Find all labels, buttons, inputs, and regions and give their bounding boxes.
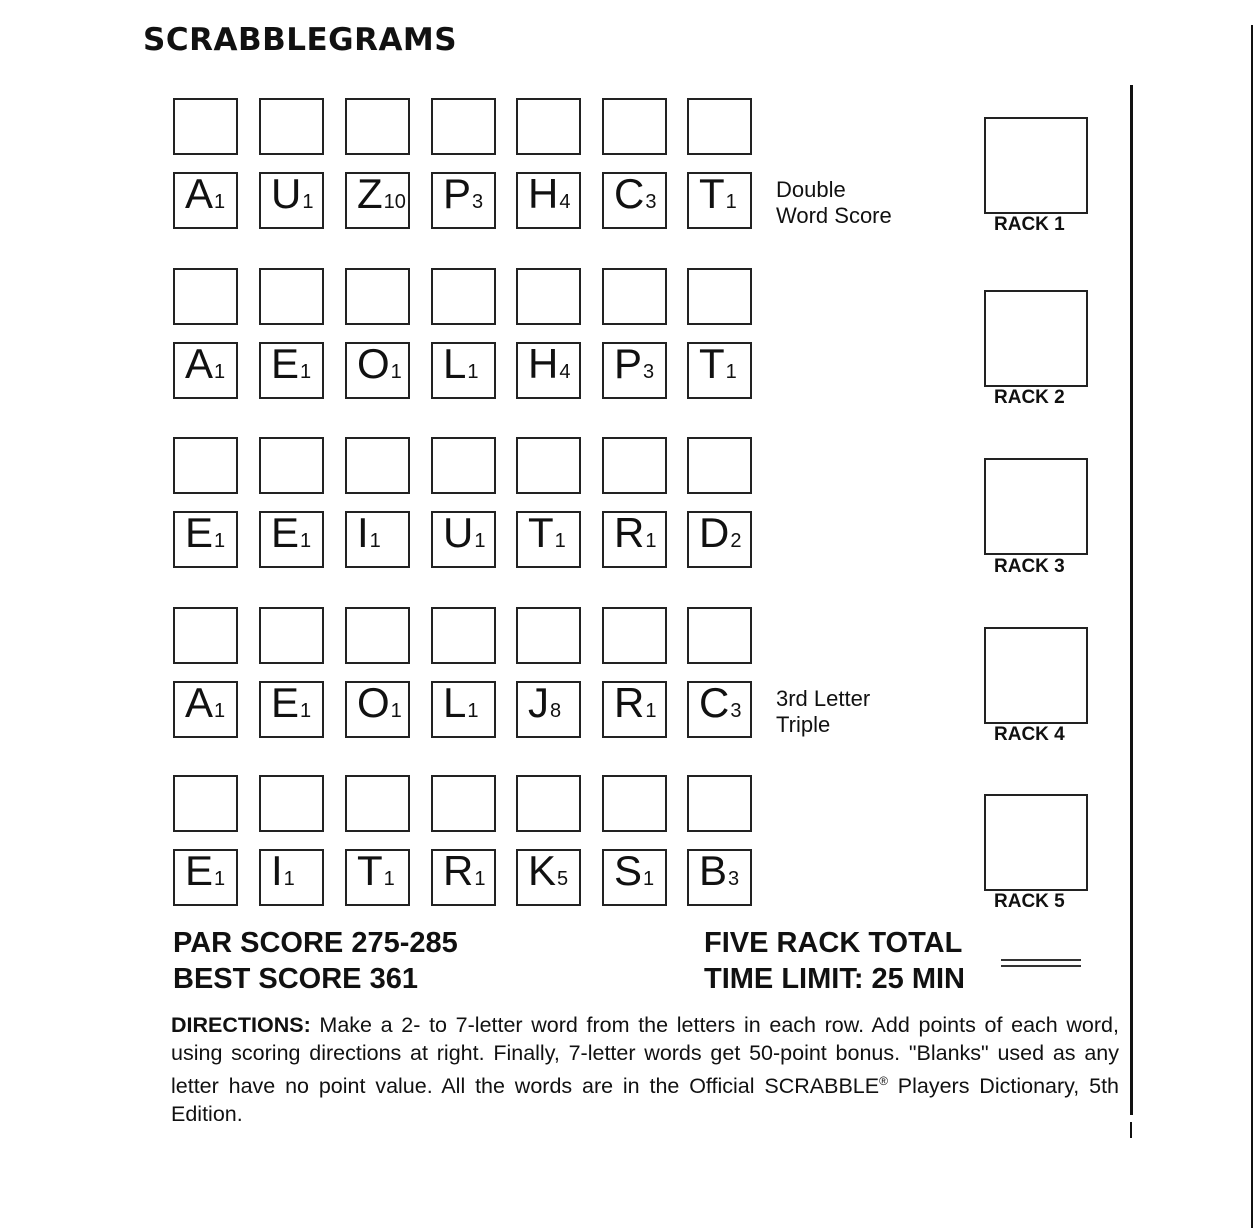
answer-box[interactable] bbox=[259, 437, 324, 494]
tile-face bbox=[443, 340, 479, 393]
letter-tile bbox=[602, 342, 667, 399]
tile-letter: B bbox=[699, 847, 728, 894]
tile-face bbox=[357, 170, 406, 223]
letter-tile bbox=[259, 511, 324, 568]
answer-box[interactable] bbox=[431, 607, 496, 664]
tile-points: 3 bbox=[472, 191, 484, 213]
answer-box[interactable] bbox=[687, 607, 752, 664]
tile-letter: R bbox=[614, 509, 645, 556]
tile-face bbox=[699, 679, 742, 732]
rack-label-3: RACK 3 bbox=[994, 556, 1065, 577]
tile-letter: O bbox=[357, 679, 390, 726]
rack-row-1 bbox=[173, 98, 755, 234]
tile-letter: I bbox=[271, 847, 283, 894]
rack-score-box-2[interactable] bbox=[984, 290, 1088, 387]
tile-points: 1 bbox=[645, 530, 657, 552]
answer-box[interactable] bbox=[602, 437, 667, 494]
rack-label-4: RACK 4 bbox=[994, 724, 1065, 745]
letter-tile bbox=[345, 342, 410, 399]
letter-tile bbox=[259, 681, 324, 738]
tile-letter: L bbox=[443, 679, 467, 726]
rack-row-5 bbox=[173, 775, 755, 911]
bonus-line: Triple bbox=[776, 712, 831, 737]
tile-points: 3 bbox=[645, 191, 657, 213]
tile-letter: U bbox=[271, 170, 302, 217]
tile-points: 1 bbox=[643, 868, 655, 890]
time-limit: TIME LIMIT: 25 MIN bbox=[704, 963, 965, 995]
letter-tile bbox=[431, 342, 496, 399]
directions-tail: Players Dictionary, 5th Edition. bbox=[171, 1074, 1119, 1127]
rack-score-box-3[interactable] bbox=[984, 458, 1088, 555]
answer-box[interactable] bbox=[687, 437, 752, 494]
bonus-note-1 bbox=[776, 177, 892, 229]
letter-tile bbox=[345, 849, 410, 906]
tile-points: 1 bbox=[645, 700, 657, 722]
answer-box[interactable] bbox=[602, 98, 667, 155]
tile-points: 2 bbox=[730, 530, 742, 552]
answer-box[interactable] bbox=[516, 775, 581, 832]
letter-tile bbox=[687, 681, 752, 738]
answer-box[interactable] bbox=[345, 607, 410, 664]
tile-letter: H bbox=[528, 170, 559, 217]
answer-box[interactable] bbox=[173, 98, 238, 155]
bonus-line: Double bbox=[776, 177, 846, 202]
tile-letter: E bbox=[271, 679, 300, 726]
tile-face bbox=[614, 509, 657, 562]
tile-face bbox=[443, 509, 486, 562]
tile-points: 1 bbox=[467, 700, 479, 722]
tile-face bbox=[443, 847, 486, 900]
tile-letter: E bbox=[185, 847, 214, 894]
tile-letter: E bbox=[185, 509, 214, 556]
tile-letter: T bbox=[528, 509, 554, 556]
rack-score-box-1[interactable] bbox=[984, 117, 1088, 214]
tile-letter: T bbox=[699, 340, 725, 387]
tile-points: 1 bbox=[390, 361, 402, 383]
letter-tile bbox=[431, 511, 496, 568]
tile-letter: R bbox=[443, 847, 474, 894]
registered-mark: ® bbox=[879, 1074, 888, 1088]
tile-face bbox=[357, 847, 395, 900]
tile-letter: A bbox=[185, 679, 214, 726]
letter-tile bbox=[431, 172, 496, 229]
letter-tile bbox=[687, 849, 752, 906]
answer-box[interactable] bbox=[259, 607, 324, 664]
rack-row-3 bbox=[173, 437, 755, 573]
directions-label: DIRECTIONS: bbox=[171, 1013, 311, 1037]
tile-points: 1 bbox=[302, 191, 314, 213]
letter-tile bbox=[345, 511, 410, 568]
tile-face bbox=[357, 509, 381, 562]
tile-letter: T bbox=[699, 170, 725, 217]
tile-points: 1 bbox=[369, 530, 381, 552]
answer-box[interactable] bbox=[259, 775, 324, 832]
bonus-note-4 bbox=[776, 686, 870, 738]
total-answer-line-bottom bbox=[1001, 965, 1081, 967]
tile-points: 10 bbox=[383, 191, 406, 213]
rack-row-2 bbox=[173, 268, 755, 404]
answer-box[interactable] bbox=[431, 268, 496, 325]
content-divider-tick bbox=[1130, 1122, 1132, 1138]
letter-tile bbox=[687, 511, 752, 568]
answer-box[interactable] bbox=[602, 607, 667, 664]
tile-points: 1 bbox=[725, 361, 737, 383]
answer-box[interactable] bbox=[173, 437, 238, 494]
letter-tile bbox=[602, 511, 667, 568]
letter-tile bbox=[516, 681, 581, 738]
tile-face bbox=[699, 340, 737, 393]
tile-points: 1 bbox=[554, 530, 566, 552]
par-score: PAR SCORE 275-285 bbox=[173, 927, 458, 959]
tile-letter: P bbox=[614, 340, 643, 387]
letter-tile bbox=[602, 172, 667, 229]
tile-letter: A bbox=[185, 170, 214, 217]
tile-face bbox=[271, 340, 312, 393]
tile-face bbox=[699, 170, 737, 223]
tile-letter: J bbox=[528, 679, 549, 726]
letter-tile bbox=[259, 849, 324, 906]
tile-face bbox=[528, 170, 571, 223]
tile-letter: I bbox=[357, 509, 369, 556]
rack-row-4 bbox=[173, 607, 755, 743]
answer-box[interactable] bbox=[687, 98, 752, 155]
best-score: BEST SCORE 361 bbox=[173, 963, 418, 995]
answer-box[interactable] bbox=[516, 98, 581, 155]
tile-face bbox=[614, 679, 657, 732]
tile-points: 1 bbox=[390, 700, 402, 722]
tile-points: 1 bbox=[474, 530, 486, 552]
tile-points: 1 bbox=[725, 191, 737, 213]
rack-label-5: RACK 5 bbox=[994, 891, 1065, 912]
directions-text: Make a 2- to 7-letter word from the letters in each row. Add points of each word, using scoring directions at right. Finally, 7-letter words get 50-point bonus. "Blanks" used as any letter have no point value. All the words are in the Official SCRABBLE bbox=[171, 1013, 1119, 1099]
tile-points: 8 bbox=[550, 700, 562, 722]
rack-label-2: RACK 2 bbox=[994, 387, 1065, 408]
tile-letter: E bbox=[271, 340, 300, 387]
tile-face bbox=[443, 679, 479, 732]
letter-tile bbox=[345, 681, 410, 738]
answer-box[interactable] bbox=[345, 268, 410, 325]
answer-box[interactable] bbox=[259, 98, 324, 155]
tile-letter: A bbox=[185, 340, 214, 387]
content-divider-line bbox=[1130, 85, 1133, 1115]
tile-face bbox=[614, 847, 655, 900]
tile-face bbox=[185, 847, 226, 900]
bonus-line: Word Score bbox=[776, 203, 892, 228]
letter-tile bbox=[259, 172, 324, 229]
answer-box[interactable] bbox=[687, 268, 752, 325]
tile-points: 1 bbox=[214, 361, 226, 383]
letter-tile bbox=[173, 342, 238, 399]
answer-box[interactable] bbox=[516, 607, 581, 664]
tile-face bbox=[185, 679, 226, 732]
letter-tile bbox=[173, 511, 238, 568]
answer-box[interactable] bbox=[173, 268, 238, 325]
tile-letter: L bbox=[443, 340, 467, 387]
tile-letter: Z bbox=[357, 170, 383, 217]
letter-tile bbox=[687, 342, 752, 399]
tile-letter: H bbox=[528, 340, 559, 387]
tile-points: 1 bbox=[383, 868, 395, 890]
answer-box[interactable] bbox=[687, 775, 752, 832]
tile-points: 1 bbox=[467, 361, 479, 383]
bonus-line: 3rd Letter bbox=[776, 686, 871, 711]
tile-face bbox=[271, 170, 314, 223]
tile-letter: K bbox=[528, 847, 557, 894]
tile-points: 1 bbox=[300, 530, 312, 552]
tile-points: 1 bbox=[214, 868, 226, 890]
tile-letter: C bbox=[699, 679, 730, 726]
page-edge-line bbox=[1251, 25, 1253, 1228]
tile-face bbox=[443, 170, 484, 223]
tile-face bbox=[357, 679, 402, 732]
tile-face bbox=[185, 170, 226, 223]
tile-letter: C bbox=[614, 170, 645, 217]
directions bbox=[171, 1011, 1119, 1128]
letter-tile bbox=[431, 849, 496, 906]
tile-points: 1 bbox=[214, 530, 226, 552]
letter-tile bbox=[173, 172, 238, 229]
tile-points: 1 bbox=[300, 700, 312, 722]
tile-letter: S bbox=[614, 847, 643, 894]
tile-face bbox=[528, 509, 566, 562]
tile-face bbox=[185, 340, 226, 393]
puzzle-title: SCRABBLEGRAMS bbox=[143, 22, 458, 58]
tile-face bbox=[271, 679, 312, 732]
answer-box[interactable] bbox=[345, 98, 410, 155]
tile-letter: P bbox=[443, 170, 472, 217]
letter-tile bbox=[259, 342, 324, 399]
total-answer-line-top[interactable] bbox=[1001, 959, 1081, 961]
answer-box[interactable] bbox=[431, 775, 496, 832]
answer-box[interactable] bbox=[173, 607, 238, 664]
tile-points: 4 bbox=[559, 191, 571, 213]
letter-tile bbox=[345, 172, 410, 229]
tile-letter: T bbox=[357, 847, 383, 894]
letter-tile bbox=[173, 681, 238, 738]
letter-tile bbox=[687, 172, 752, 229]
rack-score-box-4[interactable] bbox=[984, 627, 1088, 724]
answer-box[interactable] bbox=[345, 775, 410, 832]
tile-letter: O bbox=[357, 340, 390, 387]
tile-face bbox=[699, 847, 740, 900]
answer-box[interactable] bbox=[516, 268, 581, 325]
tile-letter: U bbox=[443, 509, 474, 556]
answer-box[interactable] bbox=[516, 437, 581, 494]
rack-score-box-5[interactable] bbox=[984, 794, 1088, 891]
tile-points: 1 bbox=[214, 700, 226, 722]
tile-points: 4 bbox=[559, 361, 571, 383]
tile-face bbox=[357, 340, 402, 393]
five-rack-total-label: FIVE RACK TOTAL bbox=[704, 927, 963, 959]
tile-points: 3 bbox=[643, 361, 655, 383]
tile-points: 1 bbox=[214, 191, 226, 213]
tile-points: 3 bbox=[730, 700, 742, 722]
tile-letter: D bbox=[699, 509, 730, 556]
tile-points: 5 bbox=[557, 868, 569, 890]
tile-face bbox=[699, 509, 742, 562]
tile-face bbox=[528, 679, 562, 732]
tile-letter: R bbox=[614, 679, 645, 726]
tile-face bbox=[528, 340, 571, 393]
tile-face bbox=[271, 847, 295, 900]
answer-box[interactable] bbox=[602, 775, 667, 832]
tile-face bbox=[614, 170, 657, 223]
tile-face bbox=[185, 509, 226, 562]
answer-box[interactable] bbox=[431, 437, 496, 494]
letter-tile bbox=[431, 681, 496, 738]
rack-label-1: RACK 1 bbox=[994, 214, 1065, 235]
answer-box[interactable] bbox=[602, 268, 667, 325]
letter-tile bbox=[602, 849, 667, 906]
tile-points: 1 bbox=[283, 868, 295, 890]
answer-box[interactable] bbox=[259, 268, 324, 325]
answer-box[interactable] bbox=[345, 437, 410, 494]
answer-box[interactable] bbox=[431, 98, 496, 155]
tile-points: 1 bbox=[474, 868, 486, 890]
letter-tile bbox=[516, 172, 581, 229]
tile-letter: E bbox=[271, 509, 300, 556]
letter-tile bbox=[516, 342, 581, 399]
tile-face bbox=[528, 847, 569, 900]
answer-box[interactable] bbox=[173, 775, 238, 832]
tile-points: 1 bbox=[300, 361, 312, 383]
tile-points: 3 bbox=[728, 868, 740, 890]
tile-face bbox=[271, 509, 312, 562]
letter-tile bbox=[516, 511, 581, 568]
letter-tile bbox=[602, 681, 667, 738]
tile-face bbox=[614, 340, 655, 393]
letter-tile bbox=[173, 849, 238, 906]
letter-tile bbox=[516, 849, 581, 906]
